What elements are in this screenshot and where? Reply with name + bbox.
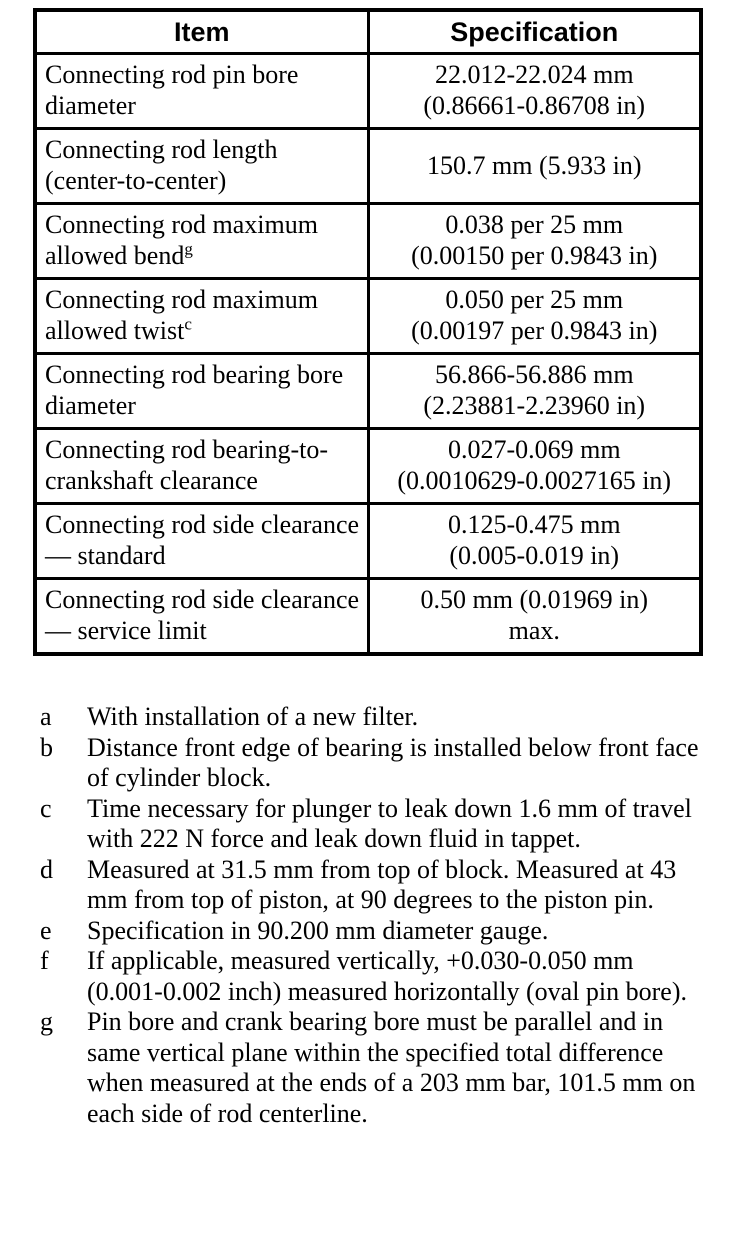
item-text: Connecting rod maximum allowed twist (45, 285, 318, 345)
footnote-text: Distance front edge of bearing is installed below front face of cylinder block. (87, 732, 699, 792)
item-cell (35, 504, 368, 579)
item-text: Connecting rod bearing bore diameter (45, 360, 344, 420)
item-text: Connecting rod bearing-to-crankshaft clearance (45, 435, 329, 495)
item-text: Connecting rod length (center-to-center) (45, 135, 278, 195)
table-row (35, 54, 701, 129)
table-row (35, 204, 701, 279)
spec-cell (368, 129, 701, 204)
table-row (35, 429, 701, 504)
footnote-letter: f (40, 946, 49, 975)
table-header-item: Item (35, 10, 368, 54)
footnote-letter: g (40, 1007, 53, 1036)
footnote-ref: g (184, 239, 193, 259)
footnote-text: Specification in 90.200 mm diameter gauge. (87, 915, 549, 945)
spec-line: (0.00150 per 0.9843 in) (411, 241, 658, 270)
item-cell (35, 354, 368, 429)
footnote-letter: a (40, 702, 52, 731)
footnote-text: If applicable, measured vertically, +0.030-0.050 mm (0.001-0.002 inch) measured horizontally (oval pin bore). (87, 946, 687, 1006)
spec-line: 22.012-22.024 mm (434, 60, 634, 89)
item-text: Connecting rod pin bore diameter (45, 60, 299, 120)
table-row (35, 279, 701, 354)
footnote-text: Pin bore and crank bearing bore must be parallel and in same vertical plane within the specified total difference when measured at the ends of a 203 mm bar, 101.5 mm on each side of rod centerline. (87, 1007, 696, 1128)
spec-line: (0.86661-0.86708 in) (423, 91, 646, 120)
footnote (40, 702, 712, 733)
footnote-letter: b (40, 732, 53, 762)
spec-line: 0.125-0.475 mm (447, 510, 621, 539)
spec-line: 0.027-0.069 mm (447, 435, 621, 464)
spec-line: 56.866-56.886 mm (434, 360, 634, 389)
footnote-text: With installation of a new filter. (87, 702, 419, 731)
footnote (40, 855, 712, 916)
item-cell (35, 204, 368, 279)
spec-cell (368, 504, 701, 579)
footnote-ref: c (184, 314, 192, 334)
item-text: Connecting rod maximum allowed bend (45, 210, 318, 270)
spec-cell (368, 429, 701, 504)
spec-line: 0.50 mm (0.01969 in) (420, 585, 648, 614)
footnote (40, 794, 712, 855)
table-row (35, 579, 701, 655)
spec-line: 150.7 mm (5.933 in) (427, 150, 642, 180)
item-cell (35, 279, 368, 354)
spec-line: (0.00197 per 0.9843 in) (411, 316, 658, 345)
item-cell (35, 54, 368, 129)
spec-cell (368, 54, 701, 129)
spec-cell (368, 579, 701, 655)
spec-line: max. (508, 616, 560, 645)
footnote-letter: d (40, 854, 53, 884)
spec-line: 0.050 per 25 mm (445, 285, 624, 314)
spec-line: (0.0010629-0.0027165 in) (397, 466, 672, 495)
item-text: Connecting rod side clearance — standard (45, 510, 360, 570)
item-cell (35, 129, 368, 204)
spec-line: 0.038 per 25 mm (445, 210, 624, 239)
footnote (40, 916, 712, 947)
footnote-letter: c (40, 793, 52, 823)
spec-line: (0.005-0.019 in) (449, 541, 620, 570)
footnote (40, 733, 712, 794)
spec-line: (2.23881-2.23960 in) (423, 391, 646, 420)
table-row (35, 129, 701, 204)
table-row (35, 504, 701, 579)
footnote-text: Time necessary for plunger to leak down 1.6 mm of travel with 222 N force and leak down fluid in tappet. (87, 793, 692, 853)
footnote (40, 946, 712, 1007)
item-cell (35, 429, 368, 504)
footnote-text: Measured at 31.5 mm from top of block. Measured at 43 mm from top of piston, at 90 degrees to the piston pin. (87, 854, 677, 914)
item-cell (35, 579, 368, 655)
spec-table (33, 8, 703, 656)
table-header-row (35, 10, 701, 54)
item-text: Connecting rod side clearance — service limit (45, 585, 360, 645)
footnotes-section (40, 702, 712, 1129)
footnote (40, 1007, 712, 1129)
table-header-spec: Specification (368, 10, 701, 54)
spec-cell (368, 204, 701, 279)
spec-cell (368, 279, 701, 354)
spec-cell (368, 354, 701, 429)
footnote-letter: e (40, 915, 52, 945)
table-row (35, 354, 701, 429)
